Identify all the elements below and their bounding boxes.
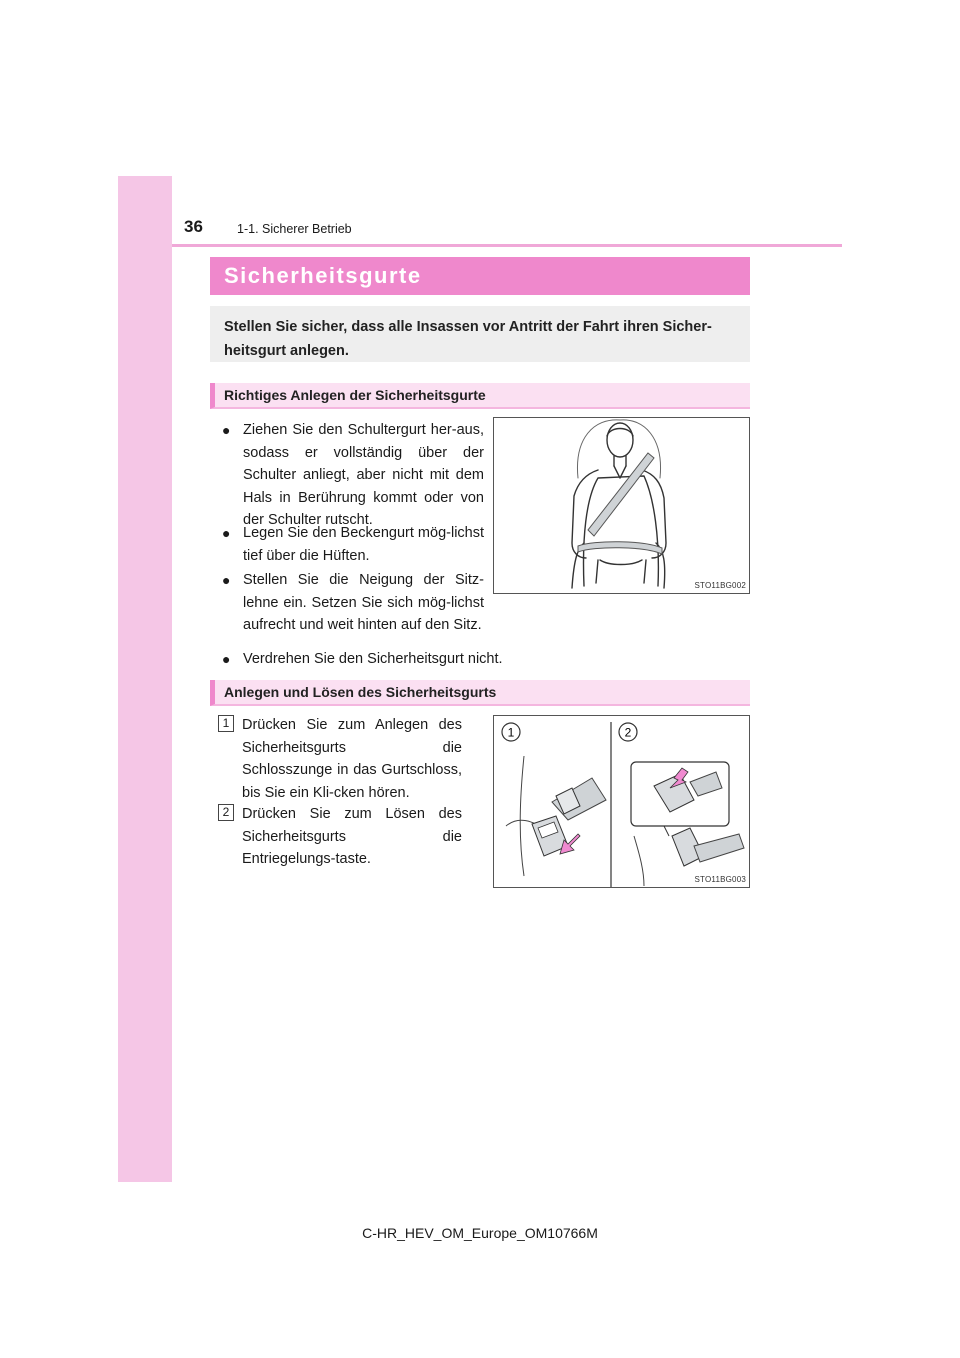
subheading-correct-wearing (210, 383, 750, 409)
intro-box (210, 306, 750, 362)
header-divider (172, 244, 842, 247)
subheading-text: Richtiges Anlegen der Sicherheitsgurte (224, 387, 486, 403)
intro-text: Stellen Sie sicher, dass alle Insassen vor Antritt der Fahrt ihren Sicher-heitsgurt anlegen. (224, 319, 712, 359)
side-tab (118, 176, 172, 1182)
bullet-dot-icon: ● (222, 422, 231, 438)
bullet-text: Verdrehen Sie den Sicherheitsgurt nicht. (243, 651, 503, 667)
step-number-badge: 2 (218, 804, 234, 821)
figure-label-2: 2 (624, 725, 632, 740)
subheading-fasten-release (210, 680, 750, 706)
page-number: 36 (184, 217, 203, 236)
figure-code: STO11BG003 (694, 875, 746, 884)
bullet-text: Ziehen Sie den Schultergurt her-aus, sodass er vollständig über der Schulter anliegt, aber nicht mit dem Hals in Berührung kommt oder von der Schulter rutscht. (243, 422, 484, 528)
bullet-dot-icon: ● (222, 525, 231, 541)
bullet-item (222, 522, 484, 567)
figure-label-1: 1 (507, 725, 515, 740)
bullet-item (222, 648, 750, 671)
bullet-item (222, 569, 484, 637)
buckle-illustration (493, 715, 750, 888)
figure-code: STO11BG002 (694, 581, 746, 590)
bullet-text: Stellen Sie die Neigung der Sitz-lehne ein. Setzen Sie sich mög-lichst aufrecht und weit hinten auf den Sitz. (243, 572, 484, 633)
buckle-icon (494, 716, 749, 887)
footer-document-id: C-HR_HEV_OM_Europe_OM10766M (362, 1225, 598, 1241)
bullet-item (222, 419, 484, 532)
seated-person-icon (494, 418, 749, 593)
subheading-text: Anlegen und Lösen des Sicherheitsgurts (224, 684, 497, 700)
title-bar (210, 257, 750, 295)
page-title: Sicherheitsgurte (224, 263, 422, 288)
section-label: 1-1. Sicherer Betrieb (237, 222, 352, 236)
step-text: Drücken Sie zum Lösen des Sicherheitsgurts die Entriegelungs-taste. (242, 806, 462, 867)
bullet-dot-icon: ● (222, 572, 231, 588)
bullet-dot-icon: ● (222, 651, 231, 667)
bullet-text: Legen Sie den Beckengurt mög-lichst tief über die Hüften. (243, 525, 485, 564)
seatbelt-wearing-illustration (493, 417, 750, 594)
step-text: Drücken Sie zum Anlegen des Sicherheitsgurts die Schlosszunge in das Gurtschloss, bis Sie ein Kli-cken hören. (242, 717, 462, 801)
step-number-badge: 1 (218, 715, 234, 732)
